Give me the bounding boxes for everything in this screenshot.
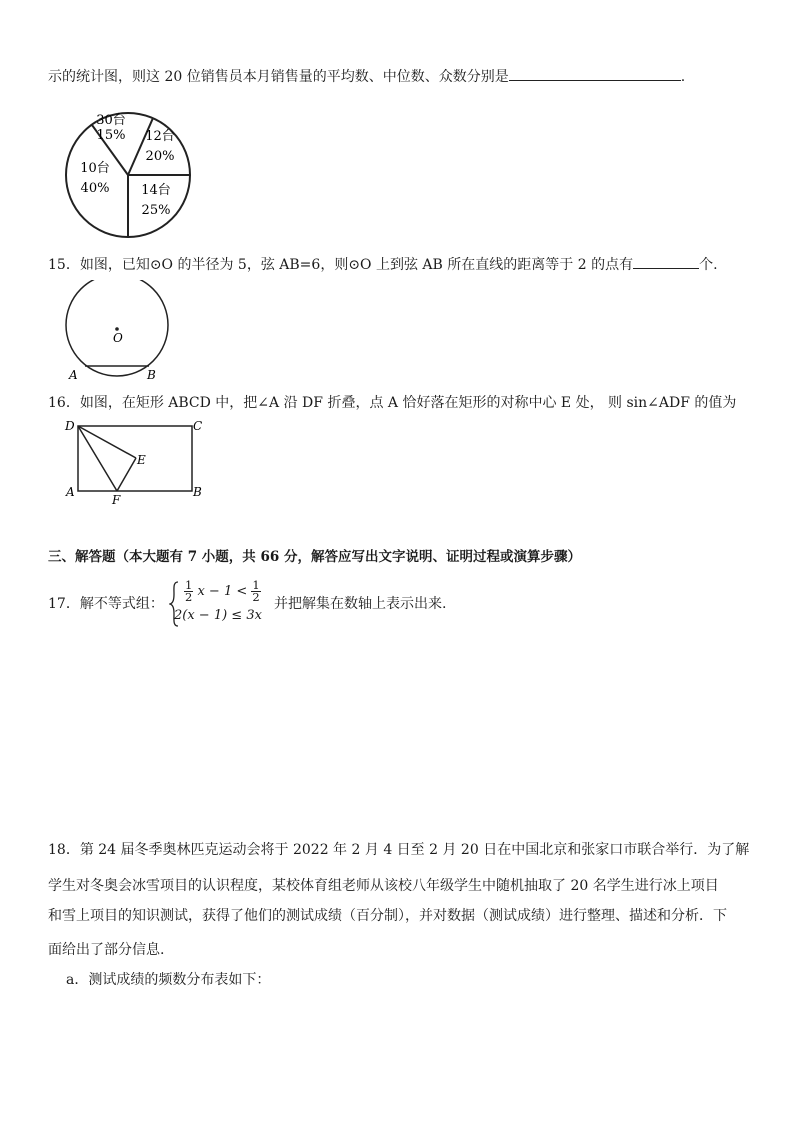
pie-pct-25: 25% (141, 203, 171, 218)
q15-answer-blank[interactable] (633, 254, 699, 269)
q15-line (48, 254, 718, 275)
fraction-half-2 (251, 580, 260, 603)
pie-label-10: 10台 (80, 161, 110, 176)
q18-line-4: 面给出了部分信息. (48, 942, 165, 958)
q15-end: 个. (699, 257, 718, 273)
fraction-num: 1 (185, 578, 193, 592)
q18-line-5: a．测试成绩的频数分布表如下： (66, 972, 271, 988)
sales-pie-chart (62, 106, 192, 244)
fraction-den: 2 (185, 590, 193, 604)
fraction-den: 2 (252, 590, 260, 604)
fraction-num: 1 (252, 578, 260, 592)
q18-line-3: 和雪上项目的知识测试，获得了他们的测试成绩（百分制），并对数据（测试成绩）进行整理、描述和分析．下 (48, 908, 727, 924)
q15-circle-figure (60, 280, 180, 384)
q17-suffix: 并把解集在数轴上表示出来. (274, 596, 447, 612)
label-b: B (193, 485, 202, 499)
label-a: A (69, 368, 78, 382)
q14-text: 示的统计图，则这 20 位销售员本月销售量的平均数、中位数、众数分别是 (48, 69, 509, 85)
pie-pct-40: 40% (80, 181, 110, 196)
label-e: E (137, 453, 146, 467)
pie-label-12: 12台 (145, 129, 175, 144)
label-b: B (147, 368, 156, 382)
q18-line-2: 学生对冬奥会冰雪项目的认识程度，某校体育组老师从该校八年级学生中随机抽取了 20 名学生进行冰上项目 (48, 878, 719, 894)
label-d: D (65, 419, 75, 433)
q16-rectangle-figure (62, 416, 212, 508)
inequality-2: 2(x − 1) ≤ 3x (174, 608, 262, 623)
segment-de (78, 426, 136, 458)
pie-pct-20: 20% (145, 149, 175, 164)
q15-text: 15．如图，已知⊙O 的半径为 5，弦 AB=6，则⊙O 上到弦 AB 所在直线的距离等于 2 的点有 (48, 257, 634, 273)
label-o: O (113, 331, 123, 345)
label-c: C (193, 419, 203, 433)
section-3-heading: 三、解答题（本大题有 7 小题，共 66 分，解答应写出文字说明、证明过程或演算步骤） (48, 549, 581, 565)
q14-line (48, 66, 685, 87)
q18-line-1: 18．第 24 届冬季奥林匹克运动会将于 2022 年 2 月 4 日至 2 月 20 日在中国北京和张家口市联合举行．为了解 (48, 842, 750, 858)
q14-answer-blank[interactable] (509, 66, 681, 81)
q16-text: 16．如图，在矩形 ABCD 中，把∠A 沿 DF 折叠，点 A 恰好落在矩形的对称中心 E 处， 则 sin∠ADF 的值为 (48, 395, 737, 411)
pie-label-30: 30台 (96, 113, 126, 128)
segment-df (78, 426, 117, 491)
q17-prefix: 17．解不等式组： (48, 596, 164, 612)
segment-ef (117, 458, 136, 491)
pie-divider-2 (128, 118, 153, 175)
label-a: A (66, 485, 75, 499)
ineq1-mid: x − 1 < (197, 584, 248, 599)
inequality-1 (184, 580, 261, 604)
q17-block (48, 580, 468, 630)
pie-pct-15: 15% (96, 128, 126, 143)
q16-line (48, 393, 736, 413)
fraction-half-1 (184, 580, 193, 603)
label-f: F (112, 493, 121, 507)
pie-label-14: 14台 (141, 183, 171, 198)
q14-end: . (680, 69, 686, 85)
